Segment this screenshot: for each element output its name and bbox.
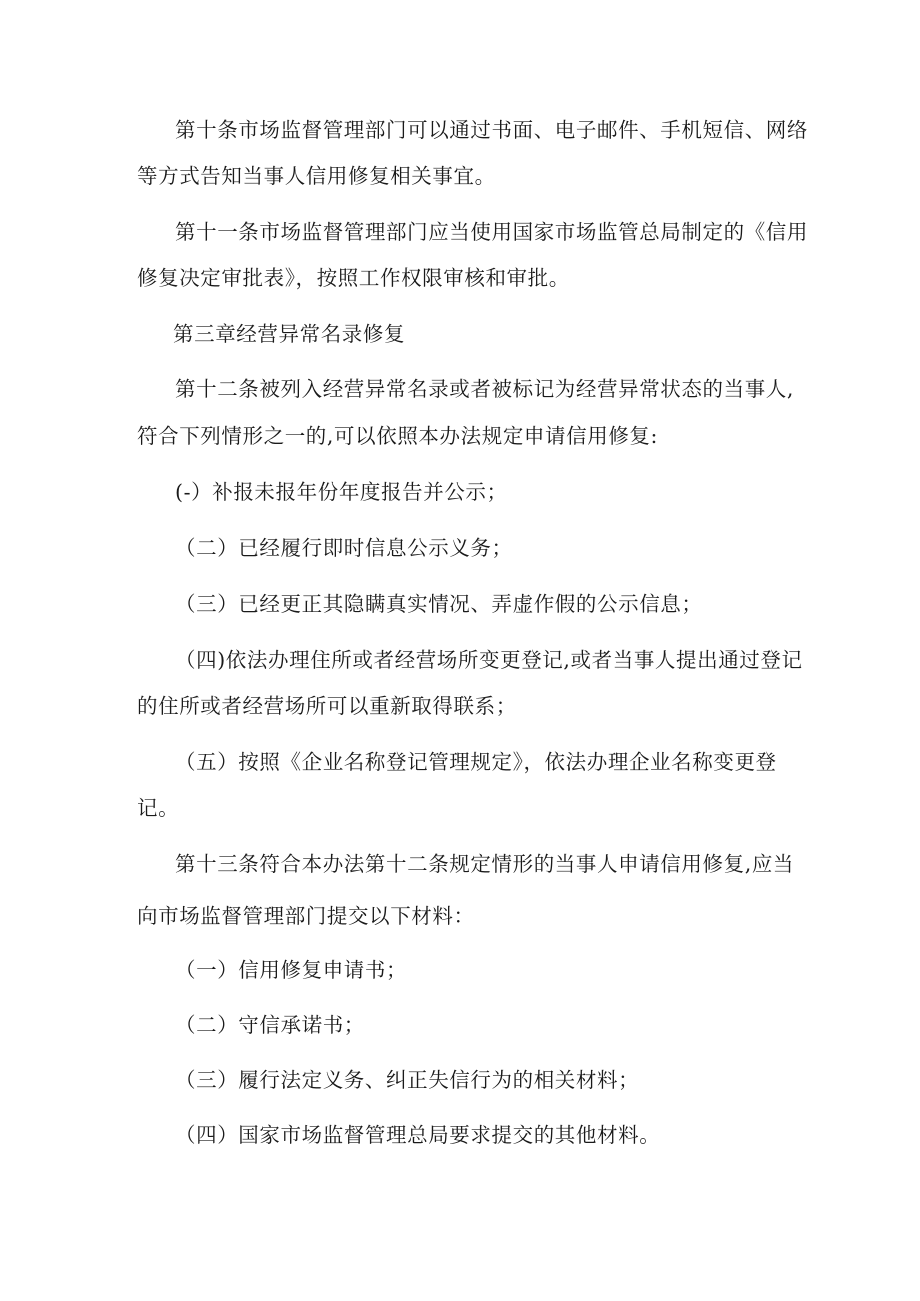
- article-12-item-1: (-）补报未报年份年度报告并公示；: [175, 480, 508, 504]
- article-13-item-4: （四）国家市场监督管理总局要求提交的其他材料。: [175, 1123, 661, 1147]
- article-13-item-2: （二）守信承诺书；: [175, 1013, 365, 1037]
- article-11-line-1: 第十一条市场监督管理部门应当使用国家市场监管总局制定的《信用: [175, 220, 808, 244]
- article-10-line-2: 等方式告知当事人信用修复相关事宜。: [137, 164, 496, 188]
- article-12-line-2: 符合下列情形之一的,可以依照本办法规定申请信用修复:: [137, 424, 659, 448]
- article-12-item-5-line-2: 记。: [137, 796, 180, 820]
- article-11-line-2: 修复决定审批表》，按照工作权限审核和审批。: [137, 266, 570, 290]
- article-12-item-4-line-1: （四)依法办理住所或者经营场所变更登记,或者当事人提出通过登记: [175, 648, 803, 672]
- article-12-item-3: （三）已经更正其隐瞒真实情况、弄虚作假的公示信息；: [175, 592, 703, 616]
- article-12-item-2: （二）已经履行即时信息公示义务；: [175, 536, 513, 560]
- article-12-item-4-line-2: 的住所或者经营场所可以重新取得联系；: [137, 694, 517, 718]
- article-13-line-2: 向市场监督管理部门提交以下材料：: [137, 904, 475, 928]
- article-10-line-1: 第十条市场监督管理部门可以通过书面、电子邮件、手机短信、网络: [175, 118, 808, 142]
- article-13-item-1: （一）信用修复申请书；: [175, 958, 408, 982]
- article-12-item-5-line-1: （五）按照《企业名称登记管理规定》，依法办理企业名称变更登: [175, 750, 777, 774]
- chapter-3-heading: 第三章经营异常名录修复: [173, 322, 406, 346]
- article-12-line-1: 第十二条被列入经营异常名录或者被标记为经营异常状态的当事人,: [175, 377, 795, 401]
- article-13-item-3: （三）履行法定义务、纠正失信行为的相关材料；: [175, 1068, 640, 1092]
- article-13-line-1: 第十三条符合本办法第十二条规定情形的当事人申请信用修复,应当: [175, 852, 795, 876]
